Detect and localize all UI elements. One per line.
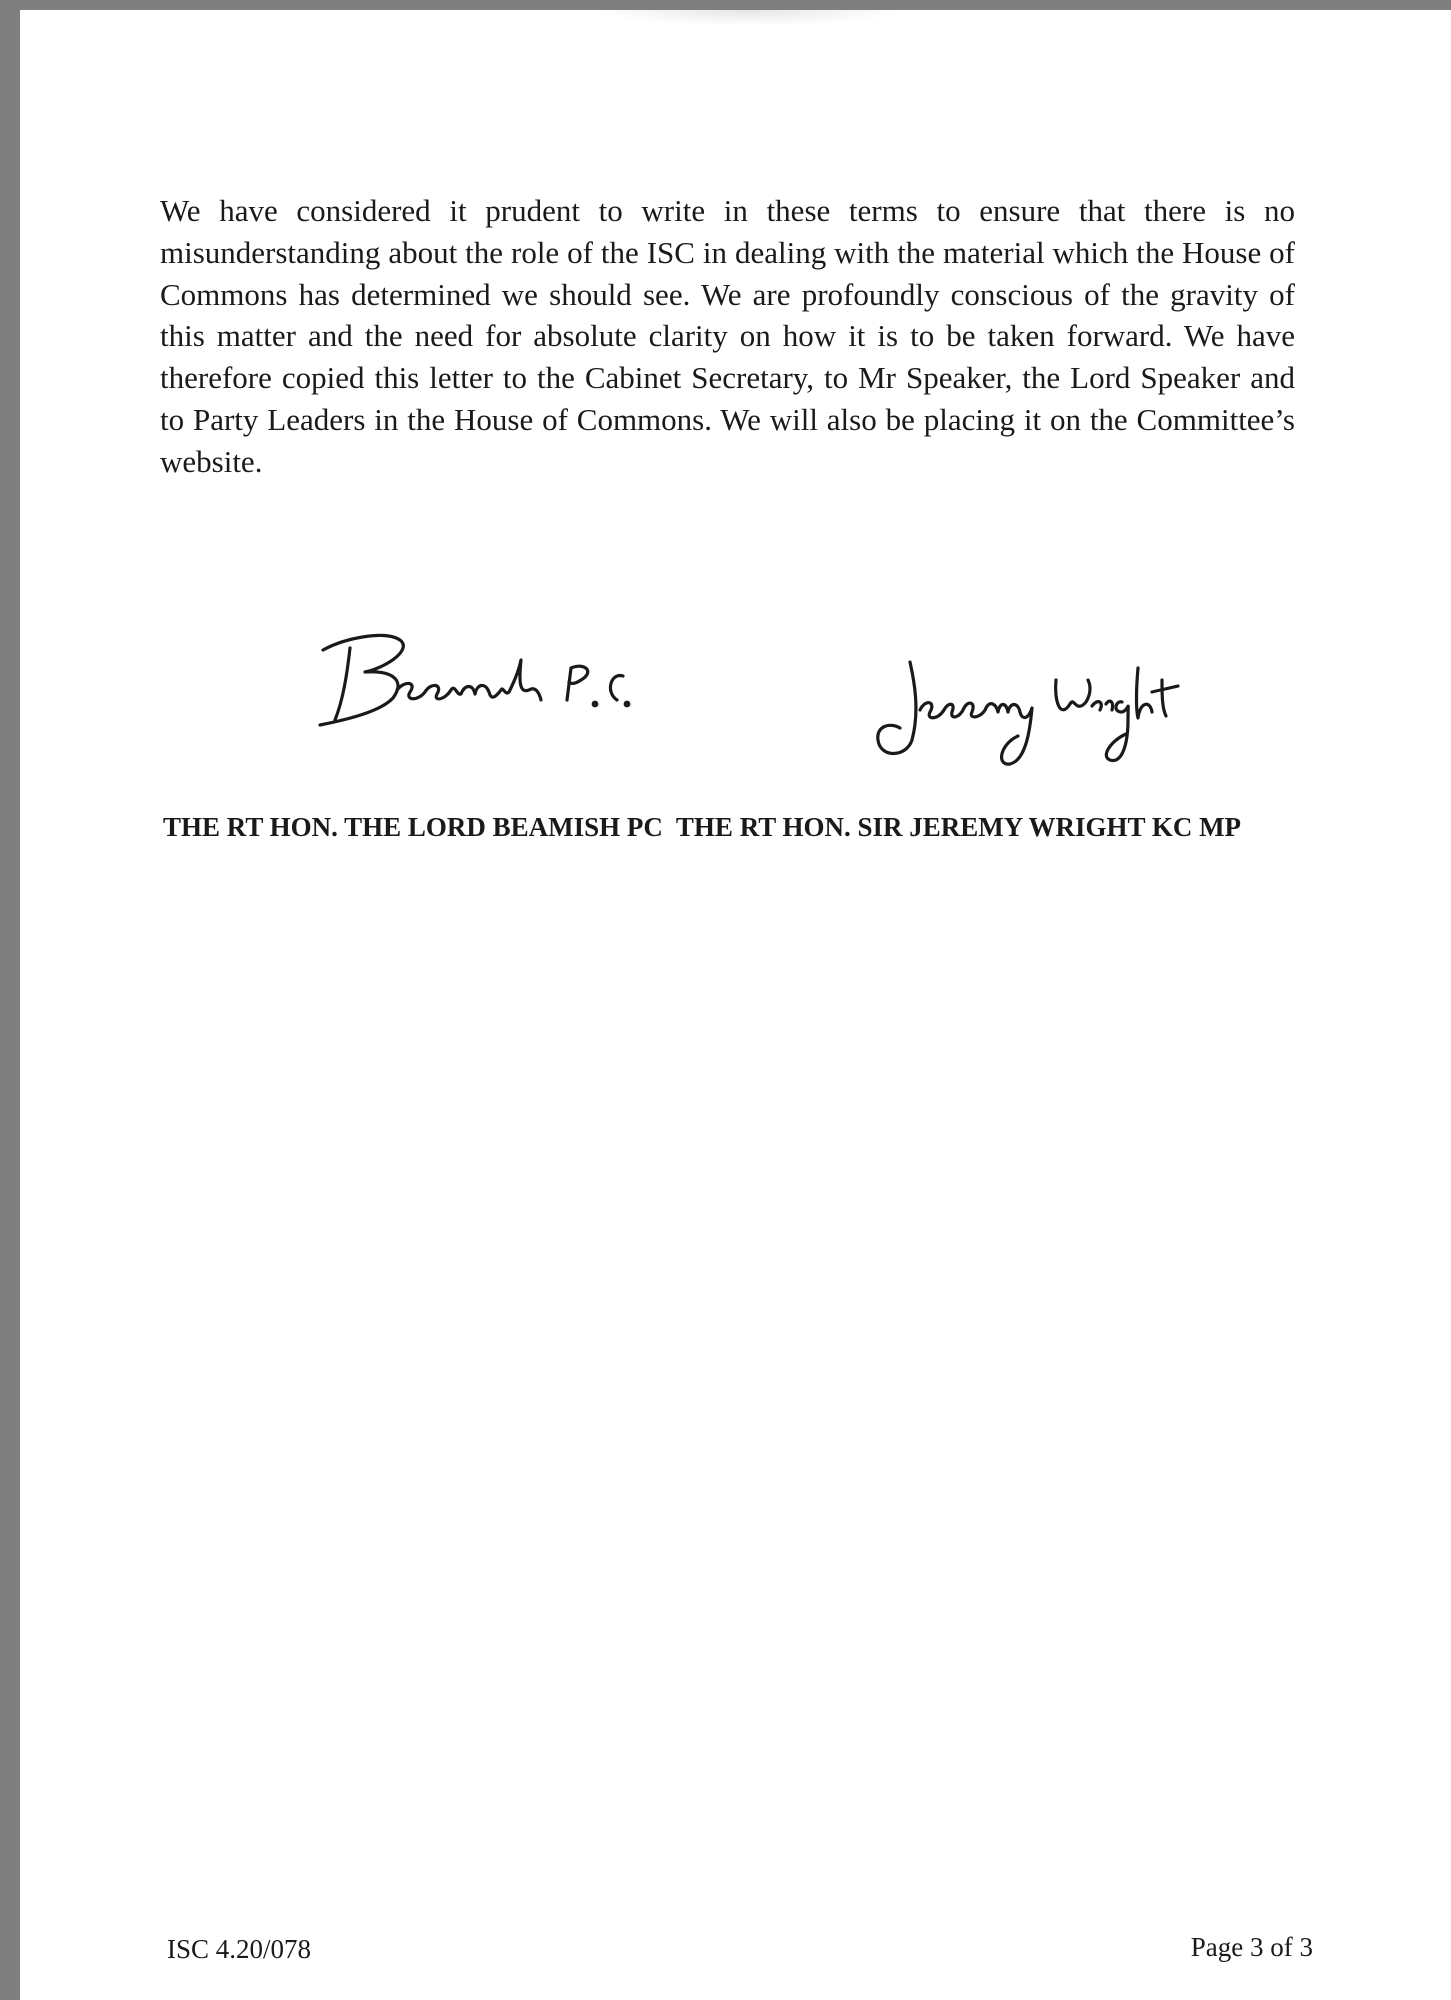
document-page xyxy=(20,10,1451,2000)
page-number: Page 3 of 3 xyxy=(1190,1932,1313,1962)
signatory-name-left: THE RT HON. THE LORD BEAMISH PC xyxy=(163,812,663,842)
signature-wright xyxy=(860,640,1190,780)
signatory-names xyxy=(163,812,1241,843)
signatory-name-right: THE RT HON. SIR JEREMY WRIGHT KC MP xyxy=(675,812,1242,842)
scan-shadow xyxy=(595,10,905,26)
signature-beamish xyxy=(305,620,635,740)
document-reference: ISC 4.20/078 xyxy=(167,1934,312,1964)
letter-body-paragraph: We have considered it prudent to write in these terms to ensure that there is no misunderstanding about the role of the ISC in dealing with the material which the House of Commons has determined we should see. We are profoundly conscious of the gravity of this matter and the need for absolute clarity on how it is to be taken forward. We have therefore copied this letter to the Cabinet Secretary, to Mr Speaker, the Lord Speaker and to Party Leaders in the House of Commons. We will also be placing it on the Committee’s website. xyxy=(160,193,1295,479)
